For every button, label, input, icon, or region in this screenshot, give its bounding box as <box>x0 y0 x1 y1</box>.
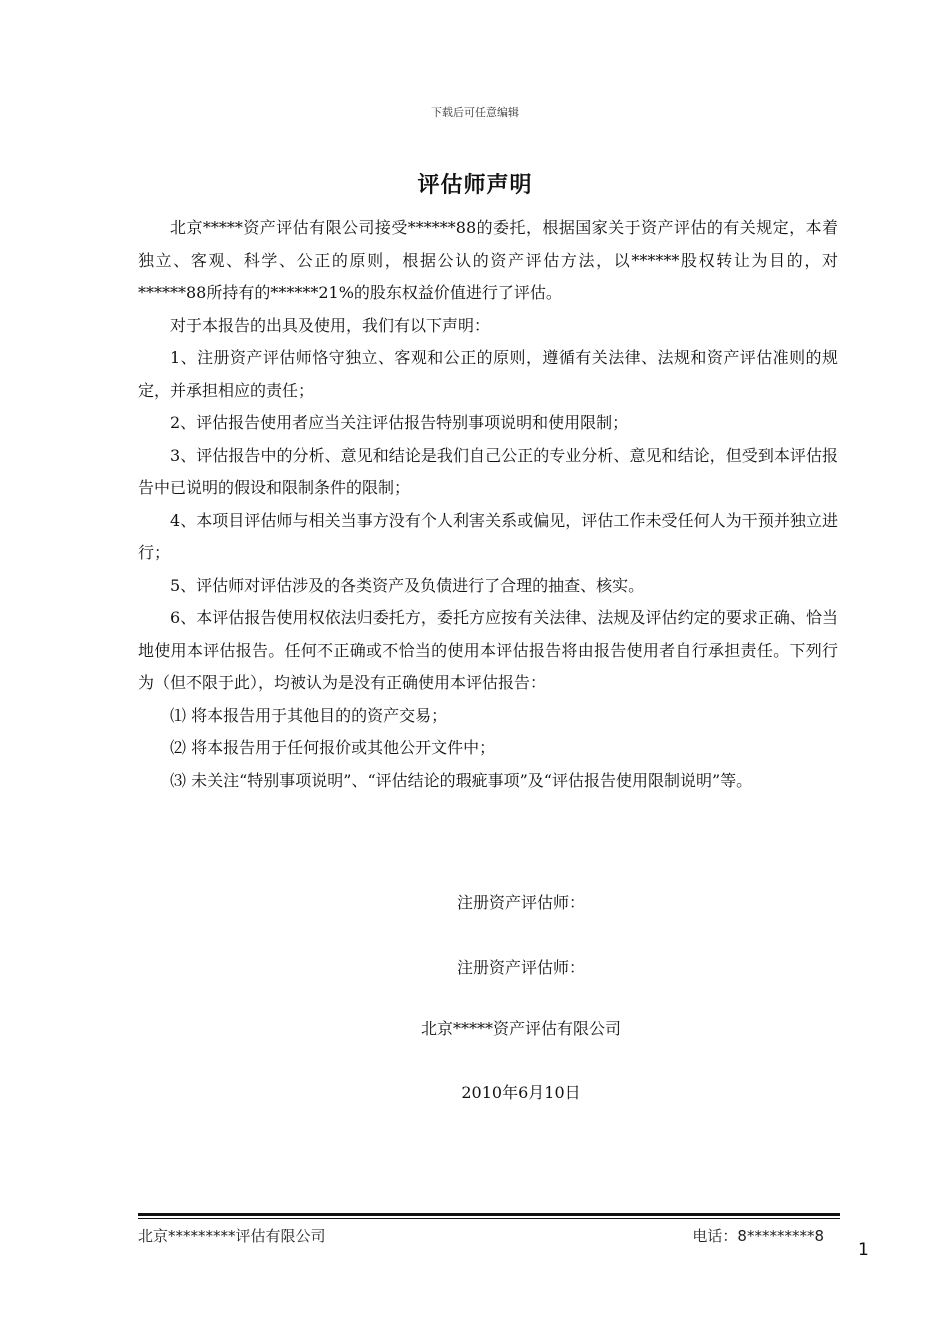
declaration-item-4: 4、本项目评估师与相关当事方没有个人利害关系或偏见，评估工作未受任何人为干预并独立进行； <box>138 510 838 562</box>
intro-paragraph: 北京*****资产评估有限公司接受******88的委托，根据国家关于资产评估的有关规定，本着独立、客观、科学、公正的原则，根据公认的资产评估方法，以******股权转让为目的，对******88所持有的******21%的股东权益价值进行了评估。 <box>138 218 838 302</box>
declaration-lead: 对于本报告的出具及使用，我们有以下声明： <box>170 315 491 335</box>
declaration-item-6: 6、本评估报告使用权依法归委托方，委托方应按有关法律、法规及评估约定的要求正确、恰当地使用本评估报告。任何不正确或不恰当的使用本评估报告将由报告使用者自行承担责任。下列行为（但不限于此），均被认为是没有正确使用本评估报告： <box>138 608 838 692</box>
misuse-item-3: ⑶ 未关注“特别事项说明”、“评估结论的瑕疵事项”及“评估报告使用限制说明”等。 <box>170 770 753 790</box>
header-note: 下载后可任意编辑 <box>431 106 519 119</box>
declaration-item-3: 3、评估报告中的分析、意见和结论是我们自己公正的专业分析、意见和结论，但受到本评估报告中已说明的假设和限制条件的限制； <box>138 445 838 497</box>
page-number: 1 <box>858 1240 869 1260</box>
footer-phone: 电话：8*********8 <box>692 1227 824 1245</box>
company-signature: 北京*****资产评估有限公司 <box>420 1019 621 1038</box>
appraiser-signature-2: 注册资产评估师： <box>456 958 585 977</box>
footer-divider <box>138 1213 840 1216</box>
footer-company: 北京*********评估有限公司 <box>138 1227 326 1245</box>
footer-divider-thin <box>138 1218 840 1219</box>
declaration-item-5: 5、评估师对评估涉及的各类资产及负债进行了合理的抽查、核实。 <box>170 575 645 595</box>
misuse-item-2: ⑵ 将本报告用于任何报价或其他公开文件中； <box>170 738 496 757</box>
signature-date: 2010年6月10日 <box>461 1083 581 1102</box>
declaration-item-1: 1、注册资产评估师恪守独立、客观和公正的原则，遵循有关法律、法规和资产评估准则的规定，并承担相应的责任； <box>138 348 838 400</box>
misuse-item-1: ⑴ 将本报告用于其他目的的资产交易； <box>170 705 448 725</box>
appraiser-signature-1: 注册资产评估师： <box>456 893 585 912</box>
page-title: 评估师声明 <box>417 173 533 198</box>
declaration-item-2: 2、评估报告使用者应当关注评估报告特别事项说明和使用限制； <box>170 413 629 432</box>
statement-body <box>138 212 838 797</box>
